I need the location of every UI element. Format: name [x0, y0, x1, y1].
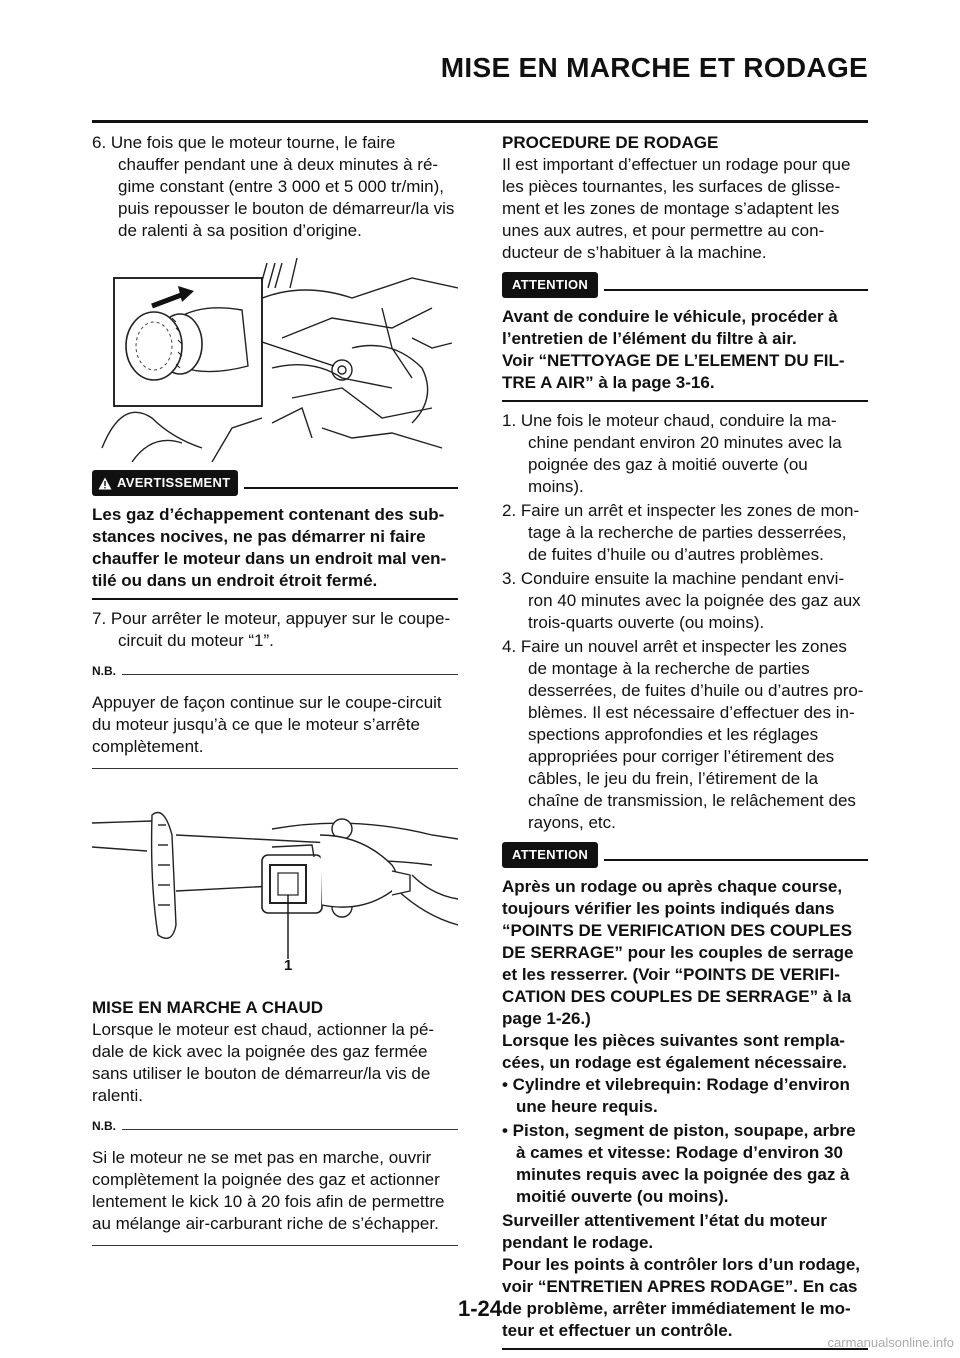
break-in-intro: Il est important d’effectuer un rodage pour que les pièces tournantes, les surfaces de glisse-ment et les zones de montage s’adaptent les unes aux autres, et pour permettre au con-ducteur de s’habituer à la machine. — [502, 155, 851, 262]
caution-2-block — [502, 876, 868, 1342]
warning-label: AVERTISSEMENT — [117, 475, 231, 490]
caution-header-1 — [502, 272, 868, 298]
step-6: 6. Une fois que le moteur tourne, le faire chauffer pendant une à deux minutes à ré-gime constant (entre 3 000 et 5 000 tr/min), puis repousser le bouton de démarreur/la vis de ralenti à sa position d’origine. — [92, 133, 455, 240]
nb-header-rule-2 — [122, 1129, 458, 1130]
watermark: carmanualsonline.info — [827, 1335, 954, 1350]
caution-header-rule-2 — [604, 859, 868, 861]
warmup-text: Lorsque le moteur est chaud, actionner la pé-dale de kick avec la poignée des gaz fermée sans utiliser le bouton de démarreur/la vis de ralenti. — [92, 1020, 435, 1105]
caution-1-line: Voir “NETTOYAGE DE L’ELEMENT DU FIL-TRE A AIR” à la page 3-16. — [502, 351, 845, 392]
page-title: MISE EN MARCHE ET RODAGE — [440, 52, 868, 83]
caution-badge-2: ATTENTION — [502, 842, 598, 868]
engine-illustration — [92, 248, 458, 462]
nb-1-text: Appuyer de façon continue sur le coupe-circuit du moteur jusqu’à ce que le moteur s’arrête complètement. — [92, 693, 442, 756]
page-number: 1-24 — [457, 1296, 503, 1321]
caution-1-block — [502, 306, 868, 394]
caution-2-bullet: • Cylindre et vilebrequin: Rodage d’environ une heure requis. — [502, 1075, 850, 1116]
figure-callout-1: 1 — [284, 957, 293, 974]
caution-1-line: Avant de conduire le véhicule, procéder à l’entretien de l’élément du filtre à air. — [502, 307, 838, 348]
break-in-step-2: 2. Faire un arrêt et inspecter les zones de mon-tage à la recherche de parties desserrées, de fuites d’huile ou d’autres problèmes. — [502, 501, 860, 564]
handlebar-illustration — [92, 795, 458, 985]
warning-header-rule — [244, 487, 458, 489]
caution-1-end-rule — [502, 400, 868, 402]
break-in-step-4: 4. Faire un nouvel arrêt et inspecter les zones de montage à la recherche de parties desserrées, de fuites d’huile ou d’autres pro-blèmes. Il est nécessaire d’effectuer des in-spections approfondies et les réglages appropriées pour corriger l’étirement des câbles, le jeu du frein, l’étirement de la chaîne de transmission, le relâchement des rayons, etc. — [502, 637, 864, 832]
caution-2-bullet: • Piston, segment de piston, soupape, arbre à cames et vitesse: Rodage d’environ 30 minutes requis avec la poignée des gaz à moitié ouverte (ou moins). — [502, 1121, 856, 1206]
caution-2-line: Après un rodage ou après chaque course, toujours vérifier les points indiqués dans “POINTS DE VERIFICATION DES COUPLES DE SERRAGE” pour les couples de serrage et les resserrer. (Voir “POINTS DE VERIFI-CATION DES COUPLES DE SERRAGE” à la page 1-26.) — [502, 877, 854, 1028]
left-column — [92, 132, 458, 1258]
nb-label: N.B. — [92, 664, 116, 678]
warning-text: Les gaz d’échappement contenant des sub-stances nocives, ne pas démarrer ni faire chauffer le moteur dans un endroit mal ven-tilé ou dans un endroit étroit fermé. — [92, 505, 447, 590]
break-in-section-title: PROCEDURE DE RODAGE — [502, 133, 719, 152]
break-in-step-3: 3. Conduire ensuite la machine pendant envi-ron 40 minutes avec la poignée des gaz aux trois-quarts ouverte (ou moins). — [502, 569, 861, 632]
nb-label-2: N.B. — [92, 1119, 116, 1133]
nb-1-end-rule — [92, 768, 458, 769]
caution-2-line: Pour les points à contrôler lors d’un rodage, voir “ENTRETIEN APRES RODAGE”. En cas de problème, arrêter immédiatement le mo-teur et effectuer un contrôle. — [502, 1255, 860, 1340]
warning-end-rule — [92, 598, 458, 600]
caution-2-end-rule — [502, 1348, 868, 1350]
figure-kill-switch — [92, 795, 458, 985]
caution-header-rule-1 — [604, 289, 868, 291]
nb-2-text: Si le moteur ne se met pas en marche, ouvrir complètement la poignée des gaz et actionner lentement le kick 10 à 20 fois afin de permettre au mélange air-carburant riche de s’échapper. — [92, 1148, 445, 1233]
nb-header-rule — [122, 674, 458, 675]
figure-engine-start-knob — [92, 248, 458, 462]
nb-header-2 — [92, 1115, 458, 1137]
step-7: 7. Pour arrêter le moteur, appuyer sur le coupe-circuit du moteur “1”. — [92, 609, 451, 650]
caution-2-line: Lorsque les pièces suivantes sont rempla-cées, un rodage est également nécessaire. — [502, 1031, 847, 1072]
warmup-section-title: MISE EN MARCHE A CHAUD — [92, 998, 324, 1017]
caution-badge-1: ATTENTION — [502, 272, 598, 298]
nb-2-end-rule — [92, 1245, 458, 1246]
caution-header-2 — [502, 842, 868, 868]
caution-2-line: Surveiller attentivement l’état du moteur pendant le rodage. — [502, 1211, 827, 1252]
right-column — [502, 132, 868, 1358]
warning-triangle-icon — [98, 477, 112, 490]
break-in-step-1: 1. Une fois le moteur chaud, conduire la ma-chine pendant environ 20 minutes avec la poignée des gaz à moitié ouverte (ou moins). — [502, 411, 842, 496]
warning-header — [92, 470, 458, 496]
warning-badge — [92, 470, 238, 496]
nb-header-1 — [92, 660, 458, 682]
header-rule — [92, 120, 868, 123]
